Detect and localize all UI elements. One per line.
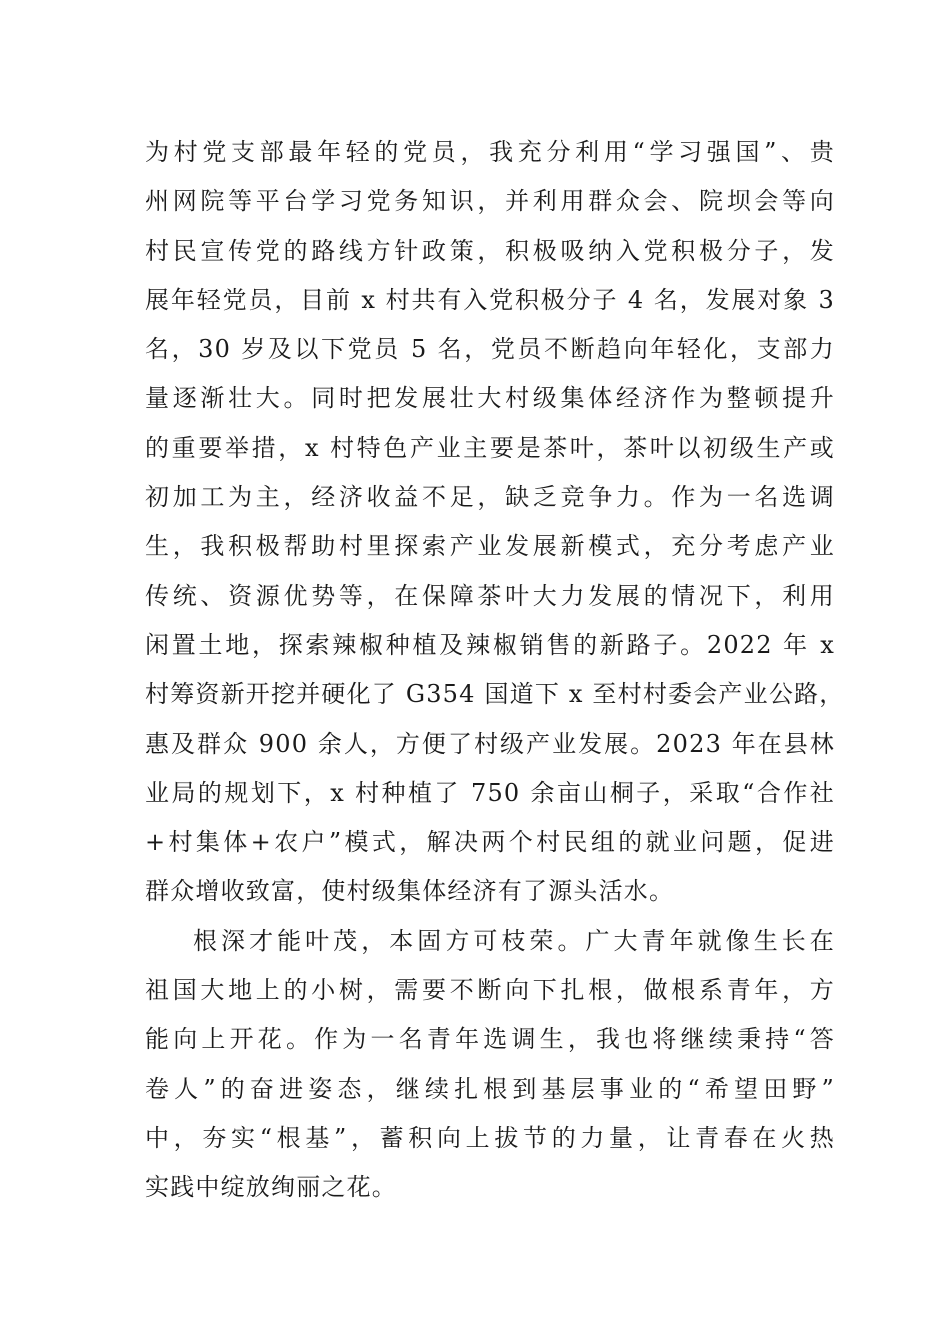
text-line: 的重要举措，x 村特色产业主要是茶叶，茶叶以初级生产或 [145,433,835,462]
text-line: 名，30 岁及以下党员 5 名，党员不断趋向年轻化，支部力 [145,335,835,364]
text-line: 量逐渐壮大。同时把发展壮大村级集体经济作为整顿提升 [145,384,835,413]
text-line: 展年轻党员，目前 x 村共有入党积极分子 4 名，发展对象 3 [145,285,835,314]
paragraph-2 [145,917,835,1213]
text-line: 惠及群众 900 余人，方便了村级产业发展。2023 年在县林 [145,729,835,758]
document-body [145,128,845,1213]
text-line: 中，夯实“根基”，蓄积向上拔节的力量，让青春在火热 [145,1123,835,1152]
paragraph-1 [145,128,845,917]
text-line: 村筹资新开挖并硬化了 G354 国道下 x 至村村委会产业公路， [145,680,845,709]
text-line: 祖国大地上的小树，需要不断向下扎根，做根系青年，方 [145,976,835,1005]
text-line: +村集体+农户”模式，解决两个村民组的就业问题，促进 [145,828,835,857]
text-line: 生，我积极帮助村里探索产业发展新模式，充分考虑产业 [145,532,835,561]
text-line: 实践中绽放绚丽之花。 [145,1173,397,1202]
text-line: 业局的规划下，x 村种植了 750 余亩山桐子，采取“合作社 [145,778,835,807]
text-line: 闲置土地，探索辣椒种植及辣椒销售的新路子。2022 年 x [145,630,835,659]
text-line: 群众增收致富，使村级集体经济有了源头活水。 [145,877,675,906]
text-line: 初加工为主，经济收益不足，缺乏竞争力。作为一名选调 [145,483,835,512]
text-line: 村民宣传党的路线方针政策，积极吸纳入党积极分子，发 [145,236,835,265]
text-line: 州网院等平台学习党务知识，并利用群众会、院坝会等向 [145,187,835,216]
text-line: 传统、资源优势等，在保障茶叶大力发展的情况下，利用 [145,581,835,610]
text-line: 根深才能叶茂，本固方可枝荣。广大青年就像生长在 [193,926,835,955]
text-line: 为村党支部最年轻的党员，我充分利用“学习强国”、贵 [145,138,835,166]
text-line: 能向上开花。作为一名青年选调生，我也将继续秉持“答 [145,1025,835,1054]
text-line: 卷人”的奋进姿态，继续扎根到基层事业的“希望田野” [145,1074,835,1103]
